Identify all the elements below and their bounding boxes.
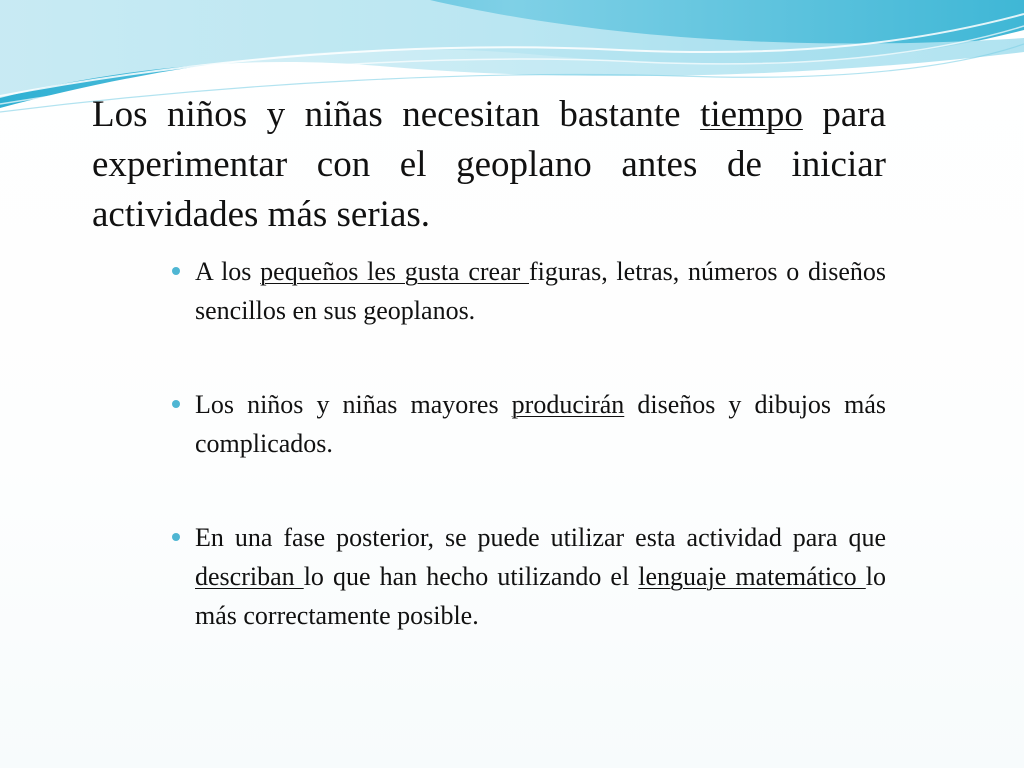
bullet-item-1 [168, 252, 886, 330]
bullet-dot-icon [172, 400, 180, 408]
bullet-dot-icon [172, 267, 180, 275]
bullet-2-text-start: Los niños y niñas mayores [195, 390, 512, 419]
bullet-list [168, 252, 886, 635]
title-text-end: para experimentar con el geoplano antes de iniciar actividades más serias. [92, 94, 886, 235]
slide-title [92, 90, 886, 240]
bullet-3-text-end: lo más correctamente posible. [195, 562, 886, 630]
bullet-2-text-end: diseños y dibujos más complicados. [195, 390, 886, 458]
bullet-1-text-start: A los [195, 257, 261, 286]
bullet-1-underlined: pequeños les gusta crear [260, 257, 529, 286]
bullet-2-underlined: producirán [511, 390, 625, 419]
bullet-dot-icon [172, 533, 180, 541]
bullet-3-text-middle: lo que han hecho utilizando el [303, 562, 639, 591]
bullet-3-underlined: describan [195, 562, 304, 591]
bullet-1-text-end: figuras, letras, números o diseños sencillos en sus geoplanos. [195, 257, 886, 325]
bullet-item-2 [168, 385, 886, 463]
bullet-item-3 [168, 518, 886, 635]
bullet-3-text-start: En una fase posterior, se puede utilizar esta actividad para que [195, 523, 886, 552]
bullet-3-underlined-2: lenguaje matemático [638, 562, 866, 591]
title-text-start: Los niños y niñas necesitan bastante [92, 94, 701, 135]
title-underlined-word: tiempo [700, 94, 803, 135]
